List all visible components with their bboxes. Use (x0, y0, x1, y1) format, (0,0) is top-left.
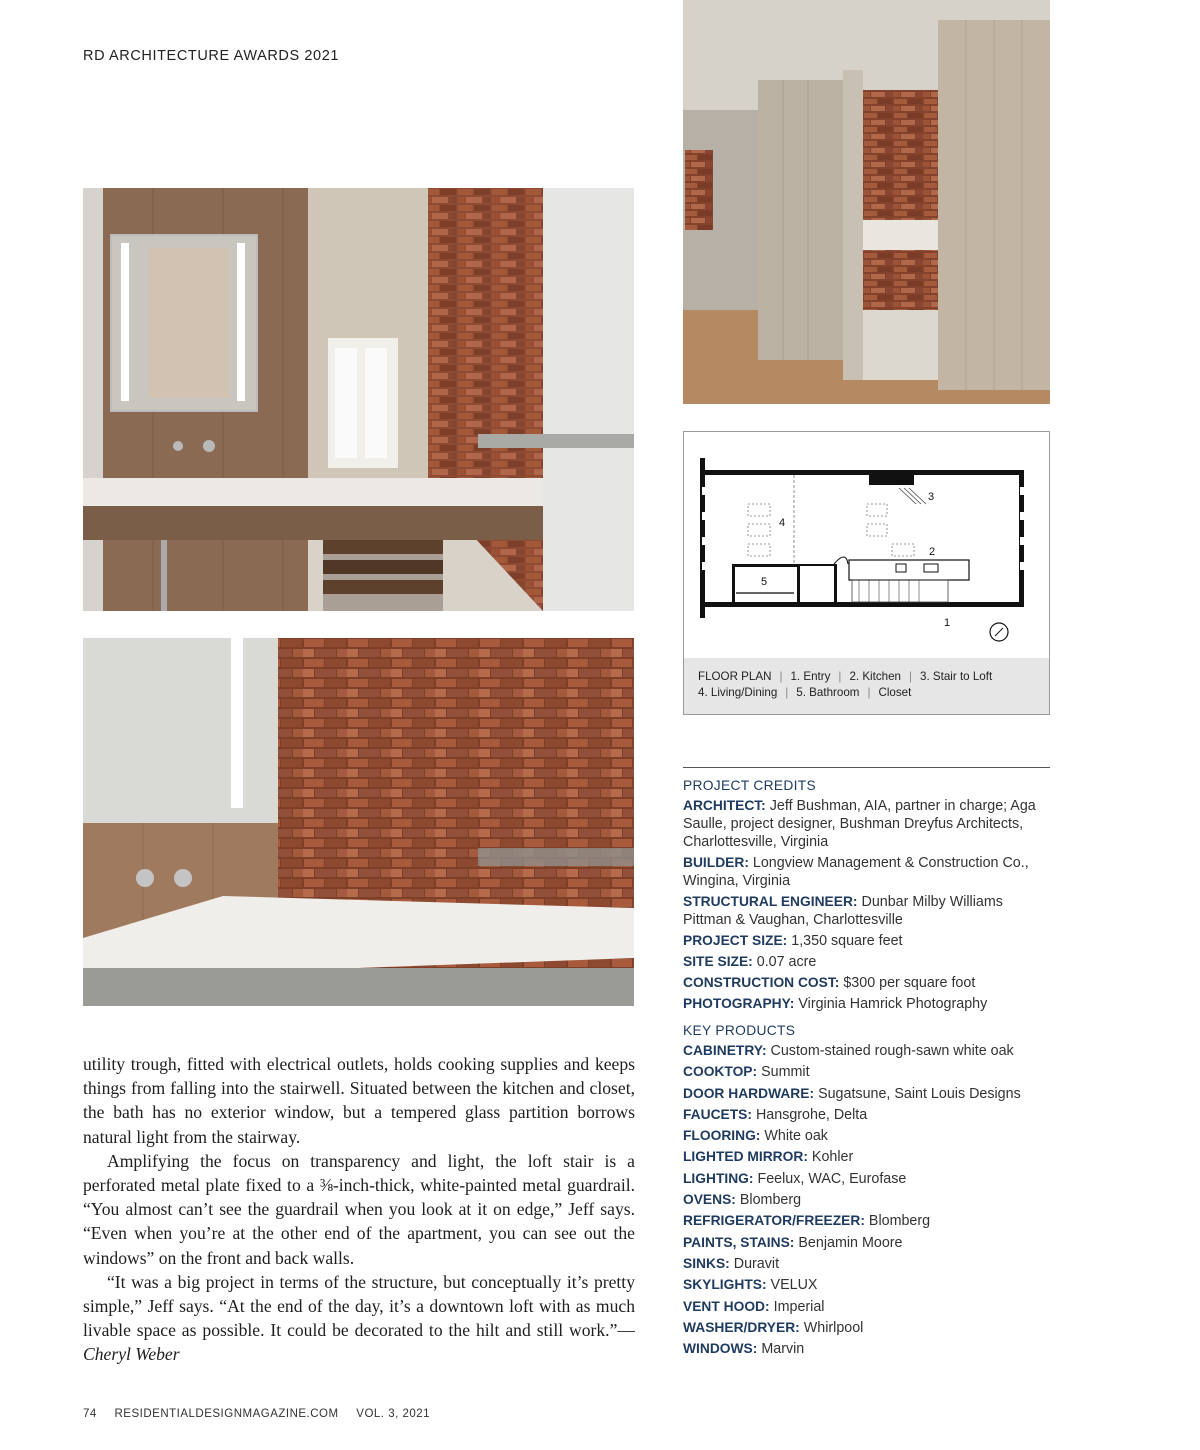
product-key: COOKTOP: (683, 1064, 758, 1080)
floor-plan-figure (683, 431, 1050, 715)
product-row (683, 1298, 1050, 1316)
product-row (683, 1127, 1050, 1145)
product-value: Blomberg (739, 1192, 802, 1209)
product-row (683, 1148, 1050, 1166)
product-key: CABINETRY: (683, 1043, 767, 1058)
article-paragraph (83, 1270, 635, 1367)
caption-item: 5. Bathroom (796, 686, 860, 699)
project-credits-heading: PROJECT CREDITS (683, 778, 817, 793)
credit-row (683, 932, 1050, 950)
product-row (683, 1276, 1050, 1294)
photo-sink-brick-wall (83, 638, 634, 1006)
article-body (83, 1052, 635, 1367)
byline: Cheryl Weber (83, 1344, 180, 1365)
product-row (683, 1063, 1050, 1081)
credit-row (683, 995, 1050, 1013)
footer-site: RESIDENTIALDESIGNMAGAZINE.COM (114, 1408, 339, 1420)
product-row (683, 1170, 1050, 1188)
product-value: Feelux, WAC, Eurofase (757, 1170, 907, 1187)
credit-row (683, 974, 1050, 992)
caption-item: 2. Kitchen (849, 670, 901, 683)
floor-plan-caption-line-2: 4. Living/Dining | 5. Bathroom | Closet (698, 686, 912, 699)
credit-key: ARCHITECT: (683, 798, 766, 813)
credit-key: STRUCTURAL ENGINEER: (683, 894, 858, 909)
product-key: PAINTS, STAINS: (683, 1234, 795, 1250)
credit-value: $300 per square foot (843, 975, 976, 991)
product-key: WASHER/DRYER: (683, 1319, 800, 1335)
plan-label-4: 4 (779, 517, 786, 529)
plan-label-3: 3 (928, 491, 935, 503)
product-key: OVENS: (683, 1192, 736, 1208)
credit-value: Virginia Hamrick Photography (798, 996, 988, 1012)
credit-value: Dunbar Milby Williams Pittman & Vaughan, Charlottesville (683, 894, 1003, 928)
product-key: SINKS: (683, 1255, 730, 1271)
product-row (683, 1234, 1050, 1252)
product-value: Sugatsune, Saint Louis Designs (818, 1085, 1021, 1102)
product-key: SKYLIGHTS: (683, 1277, 767, 1293)
credit-key: BUILDER: (683, 855, 749, 870)
floor-plan-drawing (684, 432, 1048, 658)
credit-row (683, 893, 1050, 929)
credit-row (683, 953, 1050, 971)
product-value: Duravit (733, 1255, 780, 1272)
product-key: VENT HOOD: (683, 1298, 770, 1314)
credit-value: Longview Management & Construction Co., Wingina, Virginia (683, 855, 1029, 889)
product-value: Marvin (761, 1341, 805, 1358)
product-key: WINDOWS: (683, 1341, 758, 1357)
product-row (683, 1212, 1050, 1230)
photo-sliding-panels (683, 0, 1050, 404)
product-value: Summit (761, 1064, 810, 1081)
product-row (683, 1191, 1050, 1209)
credit-key: PHOTOGRAPHY: (683, 996, 795, 1011)
product-value: Imperial (773, 1298, 825, 1315)
product-value: Hansgrohe, Delta (755, 1106, 868, 1123)
product-row (683, 1319, 1050, 1337)
product-value: Benjamin Moore (798, 1234, 903, 1251)
product-value: Kohler (811, 1149, 854, 1166)
product-value: VELUX (770, 1277, 818, 1294)
floor-plan-caption (684, 658, 1049, 714)
credit-key: PROJECT SIZE: (683, 933, 788, 948)
product-row (683, 1340, 1050, 1358)
article-paragraph: Amplifying the focus on transparency and light, the loft stair is a perforated metal plate fixed to a ⅜-inch-thick, white-painted metal guardrail. “You almost can’t see the guardrail when you look at it on edge,” Jeff says. “Even when you’re at the other end of the apartment, you can see out the windows” on the front and back walls. (83, 1150, 635, 1268)
product-value: Blomberg (868, 1213, 931, 1230)
caption-item: 1. Entry (790, 670, 831, 683)
product-value: Whirlpool (803, 1319, 864, 1336)
caption-item: FLOOR PLAN (698, 670, 772, 683)
credit-value: 1,350 square feet (791, 933, 903, 949)
product-row (683, 1106, 1050, 1124)
article-paragraph: utility trough, fitted with electrical outlets, holds cooking supplies and keeps things from falling into the stairwell. Situated between the kitchen and closet, the bath has no exterior window, but a tempered glass partition borrows natural light from the stairway. (83, 1054, 635, 1147)
credit-key: CONSTRUCTION COST: (683, 975, 840, 990)
credit-key: SITE SIZE: (683, 954, 753, 969)
credit-row (683, 797, 1050, 851)
footer-volume: VOL. 3, 2021 (356, 1408, 431, 1420)
product-key: FAUCETS: (683, 1106, 752, 1122)
product-row (683, 1042, 1050, 1060)
credit-value: 0.07 acre (756, 954, 817, 970)
product-key: FLOORING: (683, 1128, 761, 1144)
credit-row (683, 854, 1050, 890)
product-key: LIGHTING: (683, 1170, 754, 1186)
page-footer (83, 1408, 444, 1420)
product-key: DOOR HARDWARE: (683, 1085, 815, 1101)
credit-value: Jeff Bushman, AIA, partner in charge; Aga Saulle, project designer, Bushman Dreyfus Architects, Charlottesville, Virginia (683, 798, 1036, 850)
plan-label-1: 1 (944, 617, 951, 629)
product-value: White oak (764, 1128, 828, 1145)
plan-label-5: 5 (761, 576, 768, 588)
photo-bathroom-stairwell (83, 188, 634, 611)
plan-label-2: 2 (929, 546, 936, 558)
section-label: RD ARCHITECTURE AWARDS 2021 (83, 48, 340, 64)
floor-plan-caption-line-1: FLOOR PLAN | 1. Entry | 2. Kitchen | 3. Stair to Loft (698, 670, 993, 683)
product-row (683, 1255, 1050, 1273)
product-value: Custom-stained rough-sawn white oak (770, 1043, 1014, 1059)
caption-item: 3. Stair to Loft (920, 670, 993, 683)
product-row (683, 1085, 1050, 1103)
caption-item: Closet (878, 686, 912, 699)
credits-sidebar (683, 767, 1050, 1361)
page-number: 74 (83, 1408, 97, 1420)
key-products-heading: KEY PRODUCTS (683, 1023, 796, 1038)
caption-item: 4. Living/Dining (698, 686, 778, 699)
article-paragraph-text: “It was a big project in terms of the structure, but conceptually it’s pretty simple,” Jeff says. “At the end of the day, it’s a downtown loft with as much livable space as possible. It could be decorated to the hilt and still work.”— (83, 1271, 635, 1341)
product-key: LIGHTED MIRROR: (683, 1149, 808, 1165)
product-key: REFRIGERATOR/FREEZER: (683, 1213, 865, 1229)
